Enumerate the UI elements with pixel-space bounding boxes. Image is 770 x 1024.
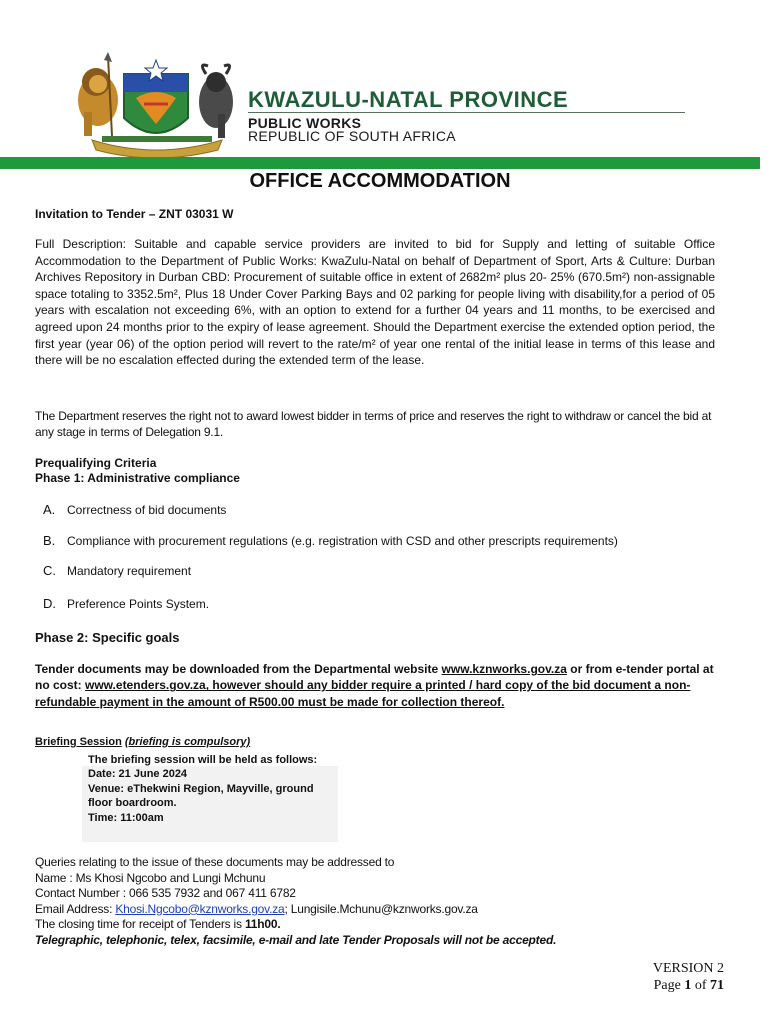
closing-time-line <box>35 917 715 933</box>
briefing-note: (briefing is compulsory) <box>124 736 251 748</box>
criteria-letter: B. <box>43 533 56 548</box>
tender-reference: Invitation to Tender – ZNT 03031 W <box>35 207 234 221</box>
org-divider <box>248 112 685 113</box>
website-link[interactable]: www.kznworks.gov.za <box>441 662 567 676</box>
criteria-item <box>43 502 226 517</box>
criteria-letter: A. <box>43 502 56 517</box>
documents-text: Tender documents may be downloaded from the Departmental website <box>35 662 442 676</box>
email-second: ; Lungisile.Mchunu@kznworks.gov.za <box>284 901 478 916</box>
contact-number: Contact Number : 066 535 7932 and 067 411 6782 <box>35 886 296 901</box>
reserves-statement: The Department reserves the right not to award lowest bidder in terms of price and reserves the right to withdraw or cancel the bid at any stage in terms of Delegation 9.1. <box>35 409 712 440</box>
page-current: 1 <box>684 978 692 993</box>
page-total: 71 <box>710 978 724 993</box>
phase2-heading: Phase 2: Specific goals <box>35 630 180 645</box>
department-name: PUBLIC WORKS <box>248 115 362 131</box>
contact-name: Name : Ms Khosi Ngcobo and Lungi Mchunu <box>35 870 266 885</box>
briefing-venue: Venue: eThekwini Region, Mayville, ground floor boardroom. <box>88 782 314 810</box>
etender-link[interactable]: www.etenders.gov.za, however should any bidder require a printed / hard copy of the bid document a non-refundable payment in the amount of R500.00 must be made for collection thereof. <box>35 678 691 709</box>
contact-section <box>35 855 715 949</box>
briefing-title: Briefing Session <box>35 736 122 748</box>
briefing-time: Time: 11:00am <box>88 811 164 824</box>
page-number <box>600 977 724 994</box>
briefing-heading <box>35 734 715 750</box>
criteria-text: Preference Points System. <box>67 597 210 611</box>
briefing-details <box>88 753 328 825</box>
page-title: OFFICE ACCOMMODATION <box>249 170 511 192</box>
criteria-item <box>43 563 191 578</box>
criteria-text: Compliance with procurement regulations (e.g. registration with CSD and other prescripts requirements) <box>67 534 618 548</box>
briefing-date: Date: 21 June 2024 <box>88 768 188 781</box>
documents-text-2: or from e-tender portal at no cost: <box>35 662 714 693</box>
criteria-text: Mandatory requirement <box>67 564 192 578</box>
page-word: Page <box>653 978 681 993</box>
queries-line: Queries relating to the issue of these documents may be addressed to <box>35 855 395 869</box>
criteria-item <box>43 596 209 611</box>
criteria-item <box>43 533 618 548</box>
closing-prefix: The closing time for receipt of Tenders is <box>35 917 245 932</box>
criteria-letter: D. <box>43 596 56 611</box>
closing-time: 11h00. <box>244 917 281 932</box>
version-label: VERSION 2 <box>652 961 724 976</box>
org-name: KWAZULU-NATAL PROVINCE <box>248 87 569 112</box>
letterhead <box>0 0 770 170</box>
header-green-bar <box>0 157 760 169</box>
late-tender-notice: Telegraphic, telephonic, telex, facsimile, e-mail and late Tender Proposals will not be accepted. <box>35 932 557 947</box>
criteria-text: Correctness of bid documents <box>67 503 227 517</box>
page-footer <box>600 960 724 994</box>
full-description: Full Description: Suitable and capable service providers are invited to bid for Supply and letting of suitable Office Accommodation to the Department of Public Works: KwaZulu-Natal on behalf of Department of Sport, Arts & Culture: Durban Archives Repository in Durban CBD: Procurement of suitable office in extent of 2682m² plus 20- 25% (670.5m²) non-assignable space totaling to 3352.5m², Plus 18 Under Cover Parking Bays and 02 parking for people living with disability,for a period of 05 years with escalation not exceeding 6%, with an option to extend for a further 04 years and 11 months, to be exercised and agreed upon 24 months prior to the expiry of lease agreement. Should the Department exercise the extended option period, the first year (year 06) of the option period will revert to the rate/m² of year one rental of the initial lease in terms of this lease and there will be no escalation effected during the extended term of the lease. <box>35 237 715 368</box>
of-word: of <box>694 978 707 993</box>
phase1-heading: Phase 1: Administrative compliance <box>35 471 240 485</box>
coat-of-arms-icon <box>66 52 242 160</box>
criteria-letter: C. <box>43 563 56 578</box>
email-label: Email Address: <box>35 901 116 916</box>
briefing-intro: The briefing session will be held as follows: <box>88 754 318 766</box>
country-name: REPUBLIC OF SOUTH AFRICA <box>248 128 456 144</box>
email-line <box>35 902 715 918</box>
documents-paragraph <box>35 661 715 710</box>
prequalifying-heading: Prequalifying Criteria <box>35 456 157 470</box>
email-link[interactable]: Khosi.Ngcobo@kznworks.gov.za <box>115 901 285 916</box>
